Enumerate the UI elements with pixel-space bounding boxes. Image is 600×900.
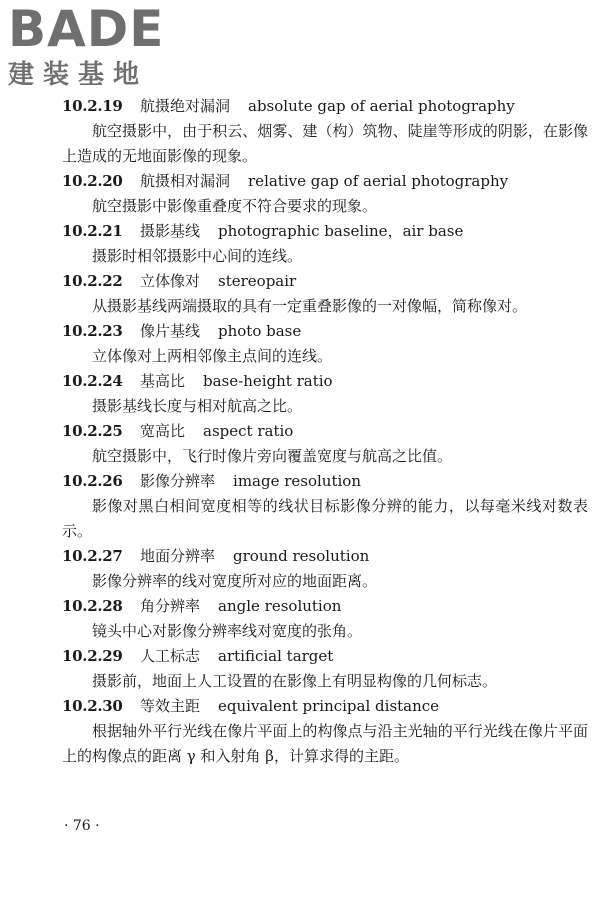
term-heading xyxy=(62,594,592,619)
term-number: 10.2.21 xyxy=(62,222,123,240)
term-number: 10.2.29 xyxy=(62,647,123,665)
term-english: absolute gap of aerial photography xyxy=(248,97,515,115)
term-definition: 从摄影基线两端摄取的具有一定重叠影像的一对像幅，简称像对。 xyxy=(92,297,528,315)
term-entry xyxy=(62,694,592,769)
publisher-logo xyxy=(8,0,178,92)
term-english: aspect ratio xyxy=(203,422,294,440)
term-chinese: 地面分辨率 xyxy=(140,547,216,565)
term-number: 10.2.20 xyxy=(62,172,123,190)
term-heading xyxy=(62,644,592,669)
term-chinese: 像片基线 xyxy=(140,322,201,340)
term-chinese: 宽高比 xyxy=(140,422,186,440)
term-entry xyxy=(62,94,592,169)
term-heading xyxy=(62,544,592,569)
term-english: artificial target xyxy=(218,647,334,665)
term-entry xyxy=(62,269,592,319)
term-definition: 影像对黑白相间宽度相等的线状目标影像分辨的能力，以每毫米线对数表示。 xyxy=(62,497,588,540)
term-number: 10.2.26 xyxy=(62,472,123,490)
term-number: 10.2.19 xyxy=(62,97,123,115)
term-definition: 摄影时相邻摄影中心间的连线。 xyxy=(92,247,303,265)
term-definition: 影像分辨率的线对宽度所对应的地面距离。 xyxy=(92,572,378,590)
term-entry xyxy=(62,644,592,694)
term-definition: 镜头中心对影像分辨率线对宽度的张角。 xyxy=(92,622,363,640)
term-heading xyxy=(62,419,592,444)
term-heading xyxy=(62,319,592,344)
term-chinese: 航摄绝对漏洞 xyxy=(140,97,231,115)
term-heading xyxy=(62,269,592,294)
term-number: 10.2.23 xyxy=(62,322,123,340)
logo-wordmark: BADE xyxy=(8,0,165,58)
glossary-content xyxy=(62,94,592,769)
term-entry xyxy=(62,319,592,369)
term-english: ground resolution xyxy=(233,547,370,565)
term-number: 10.2.25 xyxy=(62,422,123,440)
term-english: photographic baseline，air base xyxy=(218,222,464,240)
term-number: 10.2.30 xyxy=(62,697,123,715)
term-entry xyxy=(62,419,592,469)
term-english: relative gap of aerial photography xyxy=(248,172,509,190)
term-english: image resolution xyxy=(233,472,361,490)
term-entry xyxy=(62,594,592,644)
term-number: 10.2.22 xyxy=(62,272,123,290)
term-chinese: 人工标志 xyxy=(140,647,201,665)
term-chinese: 角分辨率 xyxy=(140,597,201,615)
term-number: 10.2.24 xyxy=(62,372,123,390)
term-chinese: 影像分辨率 xyxy=(140,472,216,490)
term-chinese: 基高比 xyxy=(140,372,186,390)
term-heading xyxy=(62,369,592,394)
term-english: base-height ratio xyxy=(203,372,333,390)
term-english: photo base xyxy=(218,322,302,340)
term-entry xyxy=(62,469,592,544)
term-definition: 航空摄影中，由于积云、烟雾、建（构）筑物、陡崖等形成的阴影，在影像上造成的无地面影像的现象。 xyxy=(62,122,588,165)
term-english: stereopair xyxy=(218,272,297,290)
term-heading xyxy=(62,219,592,244)
term-english: angle resolution xyxy=(218,597,342,615)
term-heading xyxy=(62,694,592,719)
page-number: · 76 · xyxy=(64,818,100,834)
term-chinese: 航摄相对漏洞 xyxy=(140,172,231,190)
term-entry xyxy=(62,369,592,419)
term-definition: 根据轴外平行光线在像片平面上的构像点与沿主光轴的平行光线在像片平面上的构像点的距离 γ 和入射角 β，计算求得的主距。 xyxy=(62,722,588,765)
term-chinese: 摄影基线 xyxy=(140,222,201,240)
term-definition: 立体像对上两相邻像主点间的连线。 xyxy=(92,347,333,365)
term-heading xyxy=(62,169,592,194)
term-entry xyxy=(62,169,592,219)
term-heading xyxy=(62,469,592,494)
term-definition: 摄影基线长度与相对航高之比。 xyxy=(92,397,303,415)
term-definition: 航空摄影中，飞行时像片旁向覆盖宽度与航高之比值。 xyxy=(92,447,453,465)
term-chinese: 立体像对 xyxy=(140,272,201,290)
term-entry xyxy=(62,219,592,269)
term-definition: 航空摄影中影像重叠度不符合要求的现象。 xyxy=(92,197,378,215)
term-english: equivalent principal distance xyxy=(218,697,440,715)
logo-subtitle: 建装基地 xyxy=(8,60,149,90)
term-heading xyxy=(62,94,592,119)
term-entry xyxy=(62,544,592,594)
term-number: 10.2.28 xyxy=(62,597,123,615)
term-number: 10.2.27 xyxy=(62,547,123,565)
term-definition: 摄影前，地面上人工设置的在影像上有明显构像的几何标志。 xyxy=(92,672,498,690)
term-chinese: 等效主距 xyxy=(140,697,201,715)
